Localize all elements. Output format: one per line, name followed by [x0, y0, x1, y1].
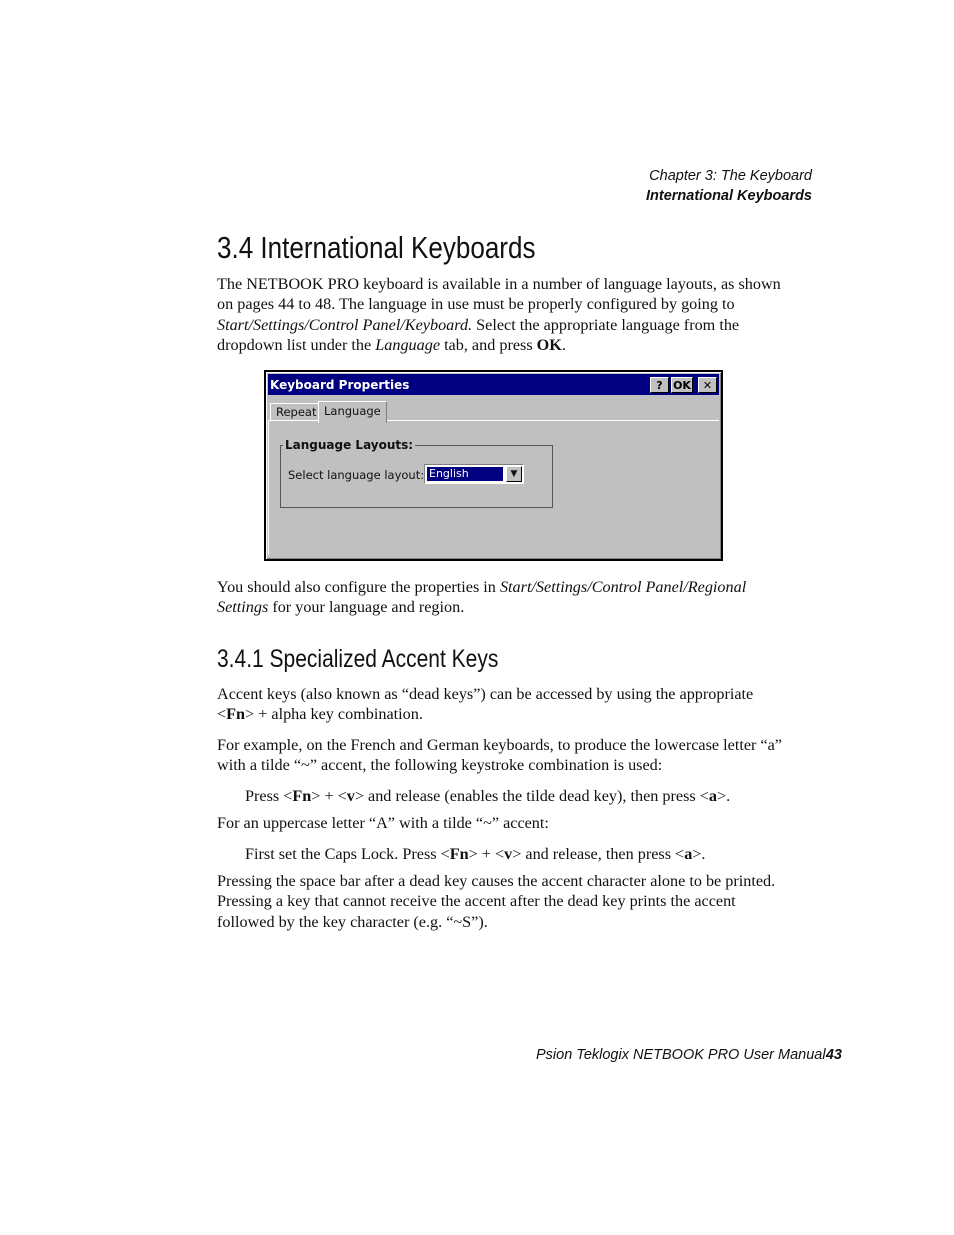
help-button[interactable]: ? — [650, 377, 669, 393]
ok-button[interactable]: OK — [671, 377, 693, 393]
regional-settings-path: Start/Settings/Control Panel/Regional Settings — [217, 578, 747, 617]
chevron-down-icon[interactable]: ▼ — [506, 466, 522, 482]
chapter-label: Chapter 3: The Keyboard — [649, 168, 812, 184]
section-heading: 3.4 International Keyboards — [217, 230, 536, 265]
tab-language[interactable]: Language — [318, 401, 387, 423]
intro-paragraph: The NETBOOK PRO keyboard is available in a number of language layouts, as shown on pages 44 to 48. The language in use must be properly configured by going to Start/Settings/Control Panel/Keyboard. Select the appropriate language from the dropdown list under the Language tab, and press OK. — [217, 275, 781, 355]
dialog-titlebar — [268, 374, 719, 395]
manual-title: Psion Teklogix NETBOOK PRO User Manual — [536, 1047, 826, 1063]
space-bar-paragraph: Pressing the space bar after a dead key causes the accent character alone to be printed. Pressing a key that cannot receive the accent after the dead key prints the accent followed by the key character (e.g. “~S”). — [217, 872, 776, 931]
keyboard-properties-dialog — [264, 370, 723, 561]
tab-repeat[interactable]: Repeat — [270, 403, 322, 421]
accent-keys-paragraph: Accent keys (also known as “dead keys”) can be accessed by using the appropriate <Fn> + alpha key combination. — [217, 685, 754, 724]
selected-language: English — [427, 467, 503, 481]
page-number: 43 — [825, 1047, 842, 1063]
section-label: International Keyboards — [646, 188, 812, 204]
close-button[interactable]: ✕ — [698, 377, 717, 393]
select-layout-label: Select language layout: — [288, 468, 425, 482]
dialog-title: Keyboard Properties — [270, 378, 410, 392]
language-tab-name: Language — [375, 336, 441, 355]
subsection-heading: 3.4.1 Specialized Accent Keys — [217, 645, 499, 673]
group-label: Language Layouts: — [285, 438, 414, 452]
example-paragraph: For example, on the French and German keyboards, to produce the lowercase letter “a” with a tilde “~” accent, the following keystroke combination is used: — [217, 736, 782, 775]
uppercase-paragraph: For an uppercase letter “A” with a tilde “~” accent: — [217, 814, 549, 832]
ok-keyword: OK — [536, 336, 562, 355]
language-layout-select[interactable] — [424, 464, 524, 484]
caps-instruction: First set the Caps Lock. Press <Fn> + <v> and release, then press <a>. — [245, 845, 706, 863]
keyboard-settings-path: Start/Settings/Control Panel/Keyboard. — [217, 315, 473, 334]
running-head — [646, 166, 812, 206]
press-instruction: Press <Fn> + <v> and release (enables the tilde dead key), then press <a>. — [245, 787, 731, 805]
regional-paragraph: You should also configure the properties in Start/Settings/Control Panel/Regional Settings for your language and region. — [217, 578, 747, 617]
